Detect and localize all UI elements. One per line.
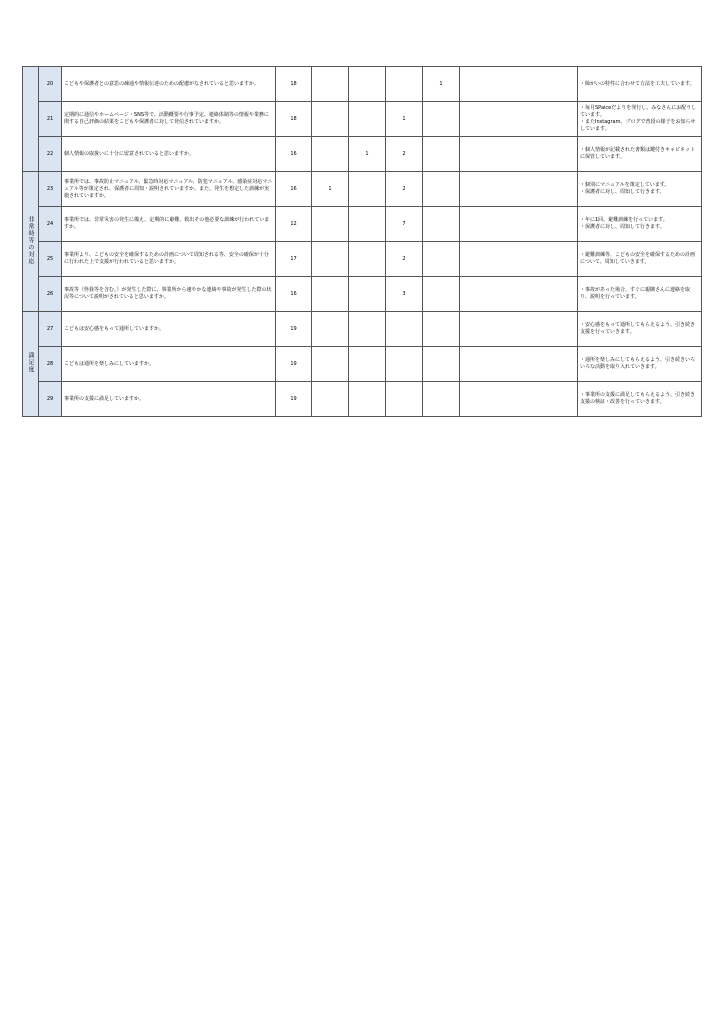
answer-count-5: [423, 207, 460, 242]
comment-cell: ・事業所の支援に満足してもらえるよう、引き続き支援の検証・改善を行っていきます。: [578, 382, 702, 417]
question-text: こどもは通所を楽しみにしていますか。: [62, 347, 276, 382]
answer-count-2: 1: [312, 172, 349, 207]
answer-count-4: 2: [386, 137, 423, 172]
comment-cell: ・個別にマニュアルを策定しています。 ・保護者に対し、周知して行きます。: [578, 172, 702, 207]
table-row: [23, 347, 702, 382]
answer-count-5: [423, 347, 460, 382]
answer-count-1: 17: [276, 242, 312, 277]
question-text: 事業所では、事故防止マニュアル、緊急時対応マニュアル、防犯マニュアル、感染症対応マニュアル等が策定され、保護者に周知・説明されていますか。また、発生を想定した訓練が実施されていますか。: [62, 172, 276, 207]
question-text: こどもは安心感をもって通所していますか。: [62, 312, 276, 347]
answer-count-4: [386, 67, 423, 102]
question-number: 22: [39, 137, 62, 172]
answer-count-6: [460, 347, 578, 382]
answer-count-2: [312, 242, 349, 277]
answer-count-1: 19: [276, 382, 312, 417]
answer-count-5: [423, 172, 460, 207]
answer-count-3: [349, 207, 386, 242]
answer-count-1: 16: [276, 277, 312, 312]
answer-count-3: [349, 172, 386, 207]
question-text: 定期的に通信やホームページ・SNS等で、活動概要や行事予定、連絡体制等の情報や業務に関する自己評価の結果をこどもや保護者に対して発信されていますか。: [62, 102, 276, 137]
question-text: 事故等（怪我等を含む。）が発生した際に、事業所から速やかな連絡や事故が発生した際の状況等について説明がされていると思いますか。: [62, 277, 276, 312]
answer-count-1: 16: [276, 172, 312, 207]
answer-count-4: [386, 347, 423, 382]
answer-count-3: [349, 67, 386, 102]
answer-count-6: [460, 382, 578, 417]
answer-count-2: [312, 277, 349, 312]
answer-count-2: [312, 207, 349, 242]
table-row: [23, 312, 702, 347]
answer-count-2: [312, 67, 349, 102]
section-label-text: 満足度: [27, 352, 34, 373]
evaluation-table: [22, 66, 702, 417]
question-number: 27: [39, 312, 62, 347]
question-number: 28: [39, 347, 62, 382]
comment-cell: ・通所を楽しみにしてもらえるよう、引き続きいろいろな活動を取り入れていきます。: [578, 347, 702, 382]
answer-count-2: [312, 102, 349, 137]
table-row: [23, 137, 702, 172]
section-label: [23, 312, 39, 417]
answer-count-5: [423, 102, 460, 137]
table-row: [23, 242, 702, 277]
answer-count-3: [349, 382, 386, 417]
section-label: [23, 172, 39, 312]
answer-count-6: [460, 312, 578, 347]
section-label-text: 非常時等の対応: [27, 215, 34, 265]
answer-count-3: [349, 347, 386, 382]
comment-cell: ・個人情報が記載された書類は鍵付きキャビネットに保管しています。: [578, 137, 702, 172]
comment-cell: ・障がいの特性に合わせて方法を工夫しています。: [578, 67, 702, 102]
question-text: 事業所より、こどもの安全を確保するための計画について周知される等、安全の確保が十分に行われた上で支援が行われていると思いますか。: [62, 242, 276, 277]
question-number: 29: [39, 382, 62, 417]
answer-count-1: 12: [276, 207, 312, 242]
table-row: [23, 382, 702, 417]
answer-count-6: [460, 67, 578, 102]
answer-count-6: [460, 102, 578, 137]
answer-count-3: [349, 102, 386, 137]
answer-count-6: [460, 137, 578, 172]
answer-count-1: 16: [276, 137, 312, 172]
question-text: 事業所では、非常災害の発生に備え、定期的に避難、救出その他必要な訓練が行われていますか。: [62, 207, 276, 242]
question-number: 24: [39, 207, 62, 242]
answer-count-4: 2: [386, 172, 423, 207]
section-label: [23, 67, 39, 172]
answer-count-1: 18: [276, 67, 312, 102]
question-number: 23: [39, 172, 62, 207]
question-number: 21: [39, 102, 62, 137]
answer-count-2: [312, 382, 349, 417]
answer-count-4: 1: [386, 102, 423, 137]
comment-cell: ・安心感をもって通所してもらえるよう、引き続き支援を行っていきます。: [578, 312, 702, 347]
comment-cell: ・事故があった場合、すぐに親御さんに連絡を取り、説明を行っています。: [578, 277, 702, 312]
table-row: [23, 102, 702, 137]
answer-count-4: 3: [386, 277, 423, 312]
answer-count-5: [423, 382, 460, 417]
answer-count-5: [423, 137, 460, 172]
answer-count-1: 18: [276, 102, 312, 137]
answer-count-2: [312, 312, 349, 347]
answer-count-1: 19: [276, 347, 312, 382]
table-row: [23, 207, 702, 242]
answer-count-5: 1: [423, 67, 460, 102]
question-text: 個人情報の取扱いに十分に留意されていると思いますか。: [62, 137, 276, 172]
question-number: 26: [39, 277, 62, 312]
question-text: 事業所の支援に満足していますか。: [62, 382, 276, 417]
answer-count-3: [349, 277, 386, 312]
answer-count-5: [423, 277, 460, 312]
table-row: [23, 67, 702, 102]
comment-cell: ・年に1回、避難訓練を行っています。 ・保護者に対し、周知して行きます。: [578, 207, 702, 242]
answer-count-4: [386, 312, 423, 347]
answer-count-5: [423, 312, 460, 347]
answer-count-3: [349, 242, 386, 277]
answer-count-6: [460, 172, 578, 207]
answer-count-3: [349, 312, 386, 347]
answer-count-6: [460, 207, 578, 242]
comment-cell: ・避難訓練等、こどもの安全を確保するための計画について、周知していきます。: [578, 242, 702, 277]
answer-count-3: 1: [349, 137, 386, 172]
question-number: 25: [39, 242, 62, 277]
answer-count-6: [460, 242, 578, 277]
question-number: 20: [39, 67, 62, 102]
answer-count-4: 2: [386, 242, 423, 277]
table-row: [23, 277, 702, 312]
comment-cell: ・毎月SPaiceだよりを発行し、みなさんにお配りしています。 ・またInstagram、ブログで普段の様子をお知らせしています。: [578, 102, 702, 137]
question-text: こどもや保護者との意思の疎通や情報伝達のための配慮がなされていると思いますか。: [62, 67, 276, 102]
answer-count-1: 19: [276, 312, 312, 347]
answer-count-4: 7: [386, 207, 423, 242]
answer-count-4: [386, 382, 423, 417]
answer-count-5: [423, 242, 460, 277]
answer-count-2: [312, 137, 349, 172]
table-row: [23, 172, 702, 207]
answer-count-6: [460, 277, 578, 312]
answer-count-2: [312, 347, 349, 382]
